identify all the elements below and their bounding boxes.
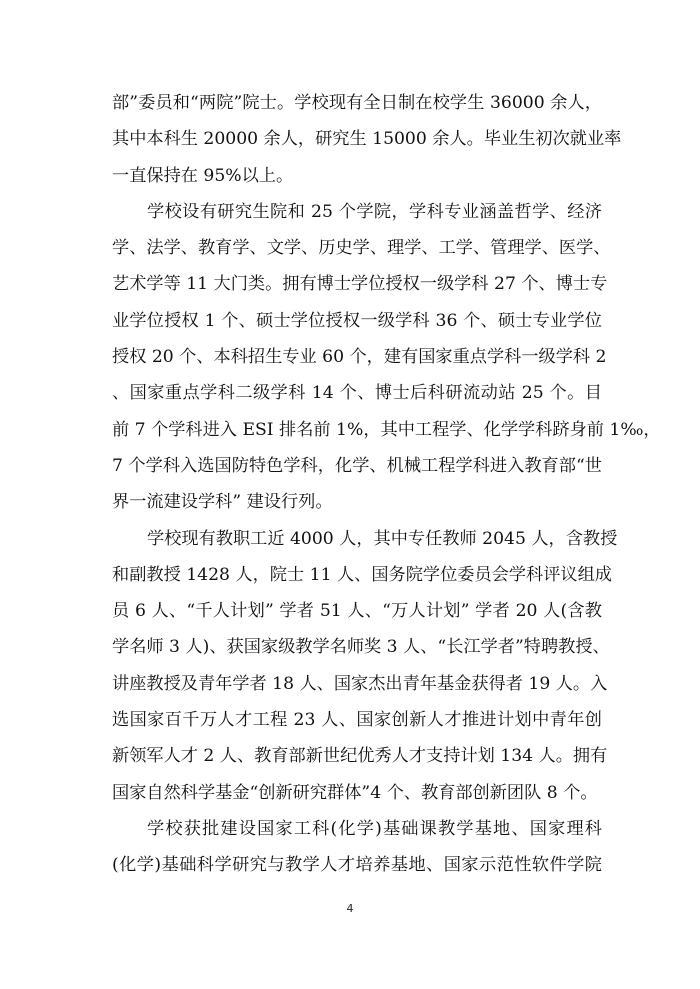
text-line: 学、法学、教育学、文学、历史学、理学、工学、管理学、医学、 <box>112 238 611 259</box>
text-line: 新领军人才 2 人、教育部新世纪优秀人才支持计划 134 人。拥有 <box>112 746 608 767</box>
text-line: 和副教授 1428 人，院士 11 人、国务院学位委员会学科评议组成 <box>112 564 612 585</box>
text-line: 学校获批建设国家工科(化学)基础课教学基地、国家理科 <box>147 818 602 839</box>
body-text <box>112 85 661 884</box>
text-line: 7 个学科入选国防特色学科，化学、机械工程学科进入教育部“世 <box>112 455 602 476</box>
text-line: 国家自然科学基金“创新研究群体”4 个、教育部创新团队 8 个。 <box>112 782 598 803</box>
text-line: 授权 20 个、本科招生专业 60 个，建有国家重点学科一级学科 2 <box>112 347 607 368</box>
text-line: 业学位授权 1 个、硕士学位授权一级学科 36 个、硕士专业学位 <box>112 310 602 331</box>
text-line: 一直保持在 95%以上。 <box>112 165 294 186</box>
text-line: 其中本科生 20000 余人，研究生 15000 余人。毕业生初次就业率 <box>112 129 622 150</box>
text-line: 学名师 3 人)、获国家级教学名师奖 3 人、“长江学者”特聘教授、 <box>112 637 610 658</box>
text-line: 、国家重点学科二级学科 14 个、博士后科研流动站 25 个。目 <box>112 383 602 404</box>
page-number: 4 <box>346 902 354 915</box>
text-line: 前 7 个学科进入 ESI 排名前 1%，其中工程学、化学学科跻身前 1‰， <box>112 419 661 440</box>
text-line: 学校现有教职工近 4000 人，其中专任教师 2045 人，含教授 <box>147 528 618 549</box>
text-line: 选国家百千万人才工程 23 人、国家创新人才推进计划中青年创 <box>112 710 602 731</box>
text-line: 艺术学等 11 大门类。拥有博士学位授权一级学科 27 个、博士专 <box>112 274 608 295</box>
text-line: 员 6 人、“千人计划” 学者 51 人、“万人计划” 学者 20 人(含教 <box>112 601 602 622</box>
text-line: 部”委员和“两院”院士。学校现有全日制在校学生 36000 余人， <box>112 93 602 113</box>
text-line: 界一流建设学科” 建设行列。 <box>112 492 333 513</box>
text-line: 学校设有研究生院和 25 个学院，学科专业涵盖哲学、经济 <box>147 201 602 222</box>
text-line: (化学)基础科学研究与教学人才培养基地、国家示范性软件学院 <box>112 855 602 876</box>
text-line: 讲座教授及青年学者 18 人、国家杰出青年基金获得者 19 人。入 <box>112 673 608 694</box>
